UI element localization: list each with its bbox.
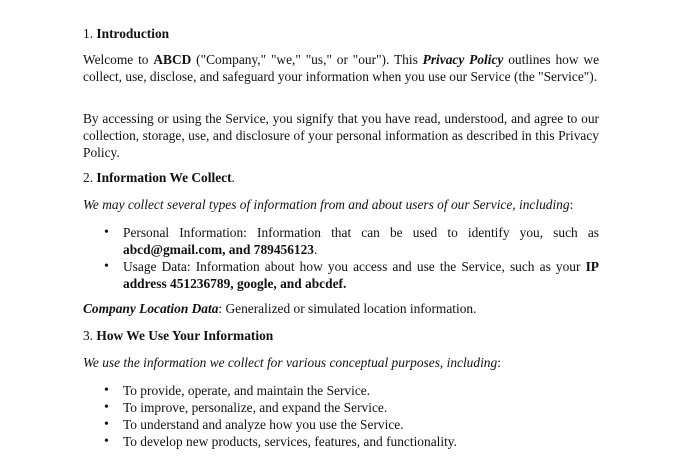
document-name: Privacy Policy [422, 52, 504, 67]
list-item: • To understand and analyze how you use the Service. [83, 416, 599, 433]
list-item-text: Usage Data: Information about how you access and use the Service, such as your [123, 259, 586, 274]
section-heading-introduction [83, 25, 169, 42]
section-title: How We Use Your Information [96, 328, 274, 343]
section-heading-information-we-collect [83, 169, 235, 186]
section-heading-how-we-use [83, 327, 273, 344]
use-lead-text: We use the information we collect for various conceptual purposes, including [83, 355, 498, 370]
list-item: • To develop new products, services, features, and functionality. [83, 433, 599, 450]
intro-paragraph-2: By accessing or using the Service, you signify that you have read, understood, and agree to our collection, storage, use, and disclosure of your personal information as described in this Privacy Policy. [83, 111, 599, 160]
list-item-end: . [314, 242, 318, 257]
collect-list [83, 224, 599, 292]
collect-lead-colon: : [569, 197, 574, 212]
list-item-text: Personal Information: Information that can be used to identify you, such as [123, 225, 599, 240]
list-item: • To provide, operate, and maintain the Service. [83, 382, 599, 399]
brand-name: ABCD [153, 52, 192, 67]
section-number: 2. [83, 170, 94, 185]
use-lead-colon: : [497, 355, 501, 370]
list-item: • To improve, personalize, and expand the Service. [83, 399, 599, 416]
intro-text: outlines how we collect, use, disclose, and safeguard your information when you use our Service (the "Service"). [83, 52, 600, 84]
use-lead [83, 354, 599, 371]
section-number: 3. [83, 328, 94, 343]
list-item [83, 258, 599, 292]
collect-lead-text: We may collect several types of information from and about users of our Service, including [83, 197, 570, 212]
section-number: 1. [83, 26, 94, 41]
intro-text: ("Company," "we," "us," or "our"). This [191, 52, 423, 67]
company-location-data [83, 300, 599, 317]
location-text: : Generalized or simulated location information. [218, 301, 477, 316]
section-title: Introduction [96, 26, 170, 41]
location-label: Company Location Data [83, 301, 219, 316]
list-item [83, 224, 599, 258]
collect-lead [83, 196, 599, 213]
intro-text: Welcome to [83, 52, 154, 67]
use-list [83, 382, 599, 450]
list-item-bold: abcd@gmail.com, and 789456123 [123, 242, 315, 257]
heading-period: . [231, 170, 235, 185]
section-title: Information We Collect [96, 170, 232, 185]
intro-paragraph-1 [83, 51, 599, 85]
list-item-bold: IP address 451236789, google, and abcdef. [123, 259, 599, 291]
